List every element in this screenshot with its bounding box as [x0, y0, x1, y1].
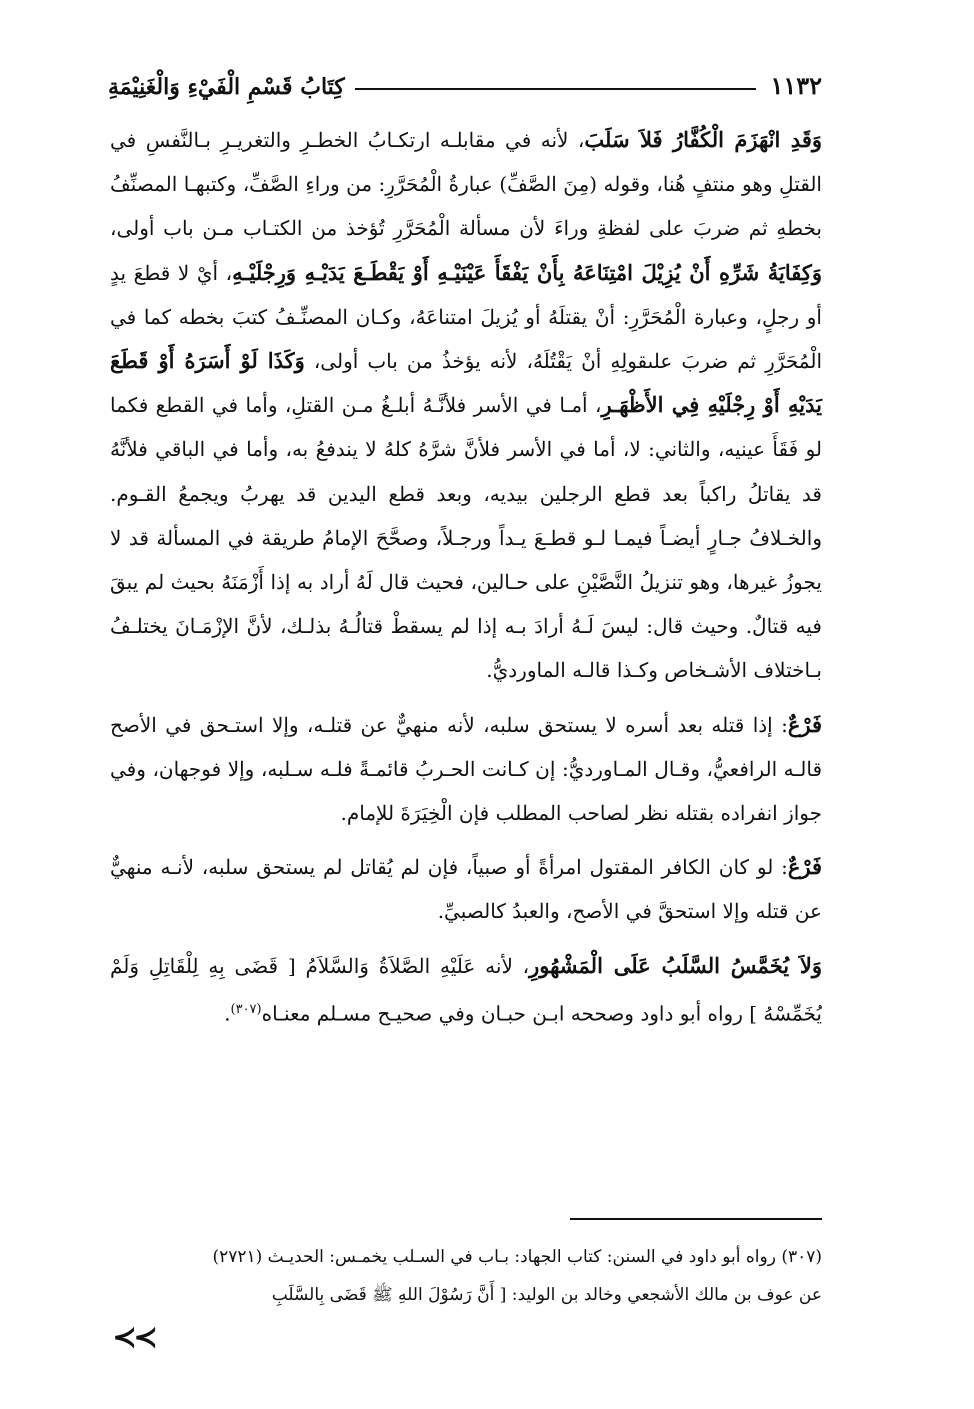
- sharh-text: ، لأنه في مقابلـه ارتكـابُ الخطـرِ والتغريـرِ بـالنَّفسِ في القتلِ وهو منتفٍ هُنا، وقوله (مِنَ الصَّفِّ) عبارةُ الْمُحَرَّرِ: من وراءِ الصَّفِّ، وكتبهـا المصنِّفُ بخطهِ ثم ضربَ على لفظةِ وراءَ لأن مسألة الْمُحَرَّرِ تُؤخذ من الكتـاب مـن باب أولى،: [110, 128, 822, 241]
- sharh-text: ، أمـا في الأسر فلأنَّـهُ أبلـغُ مـن القتلِ، وأما في القطع فكما لو فَقَأَ عينيه، والثاني: لا، أما في الأسر فلأنَّ شرَّهُ كلهُ لا يندفعُ به، وأما في الباقي فلأنَّهُ قد يقاتلُ راكباً بعد قطع الرجلين بيديه، وبعد قطع اليدين قد يهربُ ويجمعُ القـوم. والخـلافُ جـارٍ أيضـاً فيمـا لـو قطـعَ يـداً ورجـلاً، وصحَّحَ الإمامُ طريقة في المسألة قد لا يجوزُ غيرها، وهو تنزيلُ النَّصَّيْنِ على حـالين، فحيث قال لَهُ أراد به إذا أَزْمَنَهُ بحيث لم يبقَ فيه قتالٌ. وحيث قال: ليسَ لَـهُ أرادَ بـه إذا لم يسقطْ قتالُـهُ بذلـك، لأنَّ الإزْمَـانَ يختلـفُ بـاختلاف الأشـخاص وكـذا قالـه الماورديُّ.: [110, 393, 822, 683]
- book-title: كِتَابُ قَسْمِ الْفَيْءِ وَالْغَنِيْمَةِ: [108, 74, 345, 100]
- matn-text: وَكِفَايَةُ شَرِّهِ أَنْ يُزِيْلَ امْتِنَاعَهُ بِأَنْ يَفْقَأَ عَيْنَيْـهِ أَوْ يَقْطَـعَ يَدَيْـهِ وَرِجْلَيْـهِ: [232, 259, 822, 285]
- matn-text: وَكَذَا لَوْ أَسَرَهُ أَوْ قَطَعَ يَدَيْهِ أَوْ رِجْلَيْهِ فِي الأَظْهَـرِ: [110, 348, 822, 418]
- footnote-line: عن عوف بن مالك الأشجعي وخالد بن الوليد: [ أَنَّ رَسُوْلَ اللهِ ﷺ قَضَى بِالسَّلَبِ: [271, 1285, 822, 1305]
- sharh-text: : لو كان الكافر المقتول امرأةً أو صبياً، فإن لم يُقاتل لم يستحق سلبه، لأنـه منهيٌّ عن قتله وإلا استحقَّ في الأصح، والعبدُ كالصبيِّ.: [110, 855, 822, 924]
- footnote-line: (٣٠٧) رواه أبو داود في السنن: كتاب الجهاد: بـاب في السـلب يخمـس: الحديـث (٢٧٢١): [212, 1247, 822, 1267]
- sharh-text: .: [224, 1001, 231, 1026]
- continuation-mark: ≺≺: [112, 1320, 155, 1355]
- footnote-ref: (٣٠٧): [230, 1001, 262, 1017]
- header-rule: [355, 88, 757, 90]
- sharh-text: : إذا قتله بعد أسره لا يستحق سلبه، لأنه منهيٌّ عن قتلـه، وإلا استـحق في الأصح قالـه الرافعيُّ، وقـال المـاورديُّ: إن كـانت الحـربُ قائمـةً فلـه سـلبه، وإلا فوجهان، وفي جواز انفراده بقتله نظر لصاحب المطلب فإن الْخِيَرَةَ للإمام.: [110, 712, 822, 826]
- paragraph: [110, 845, 822, 933]
- paragraph: [110, 703, 822, 836]
- footnote: [110, 1238, 822, 1314]
- sharh-text: ، أيْ لا قطعَ يدٍ أو رجلٍ، وعبارة الْمُحَرَّرِ: أنْ يقتلَهُ أو يُزيلَ امتناعَهُ، وكـان المصنِّـفُ كتبَ بخطه كما في الْمُحَرَّرِ ثم ضربَ علىقولِهِ أنْ يَقْتُلَهُ، لأنه يؤخذُ من باب أولى،: [110, 260, 822, 374]
- footnote-separator: [570, 1218, 822, 1220]
- running-header: [108, 52, 822, 100]
- paragraph: [110, 118, 822, 693]
- matn-text: وَلاَ يُخَمَّسُ السَّلَبُ عَلَى الْمَشْهُورِ: [529, 952, 822, 978]
- matn-text: فَرْعٌ: [787, 854, 822, 880]
- page-number: ١١٣٢: [770, 71, 822, 100]
- matn-text: فَرْعٌ: [787, 711, 822, 737]
- paragraph: [110, 944, 822, 1036]
- matn-text: وَقَدِ انْهَزَمَ الْكُفَّارُ فَلاَ سَلَبَ: [584, 127, 822, 152]
- body-text: [110, 118, 822, 1036]
- sharh-text: ، لأنه عَلَيْهِ الصَّلاَةُ وَالسَّلاَمُ [ قَضَى بِهِ لِلْقَاتِلِ وَلَمْ يُخَمِّسْهُ ] رواه أبو داود وصححه ابـن حبـان وفي صحيـح مسـلم معنـاه: [110, 953, 822, 1026]
